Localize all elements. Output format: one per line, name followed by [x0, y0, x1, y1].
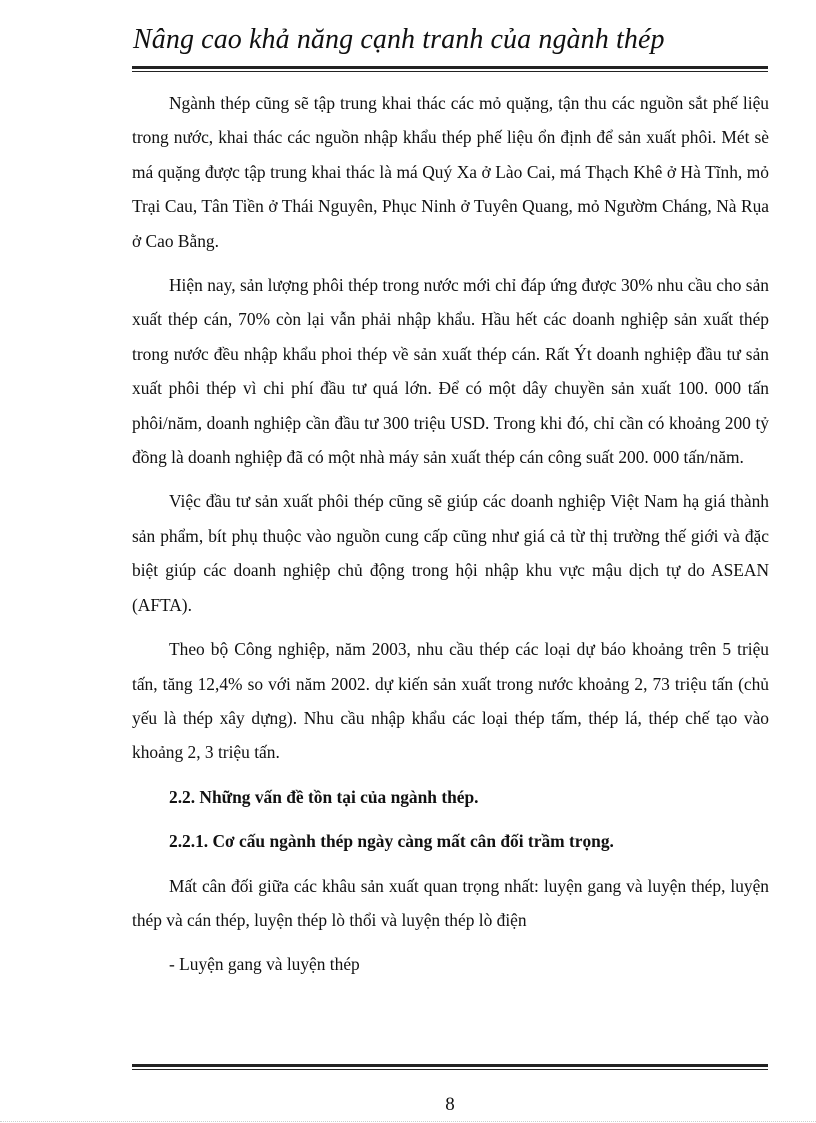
- section-heading: 2.2. Những vấn đề tồn tại của ngành thép.: [169, 786, 479, 807]
- footer-double-rule: [132, 1064, 768, 1070]
- subsection-heading: 2.2.1. Cơ cấu ngành thép ngày càng mất cân đối trầm trọng.: [169, 831, 614, 852]
- header-double-rule: [132, 66, 768, 72]
- paragraph-billet-production: Hiện nay, sản lượng phôi thép trong nước mới chỉ đáp ứng được 30% nhu cầu cho sản xuất thép cán, 70% còn lại vẫn phải nhập khẩu. Hầu hết các doanh nghiệp sản xuất thép trong nước đều nhập khẩu phoi thép về sản xuất thép cán. Rất Ýt doanh nghiệp đầu tư sản xuất phôi thép vì chi phí đầu tư quá lớn. Để có một dây chuyền sản xuất 100. 000 tấn phôi/năm, doanh nghiệp cần đầu tư 300 triệu USD. Trong khi đó, chỉ cần có khoảng 200 tỷ đồng là doanh nghiệp đã có một nhà máy sản xuất thép cán công suất 200. 000 tấn/năm.: [132, 275, 769, 468]
- running-header-title: Nâng cao khả năng cạnh tranh của ngành thép: [133, 24, 665, 55]
- paragraph-demand-forecast: Theo bộ Công nghiệp, năm 2003, nhu cầu thép các loại dự báo khoảng trên 5 triệu tấn, tăng 12,4% so với năm 2002. dự kiến sản xuất trong nước khoảng 2, 73 triệu tấn (chủ yếu là thép xây dựng). Nhu cầu nhập khẩu các loại thép tấm, thép lá, thép chế tạo vào khoảng 2, 3 triệu tấn.: [132, 639, 769, 763]
- page-number: 8: [445, 1094, 455, 1115]
- page-bottom-dotted-line: [0, 1121, 816, 1122]
- paragraph-ore-mining: Ngành thép cũng sẽ tập trung khai thác các mỏ quặng, tận thu các nguồn sắt phế liệu trong nước, khai thác các nguồn nhập khẩu thép phế liệu ổn định để sản xuất phôi. Mét sè má quặng được tập trung khai thác là má Quý Xa ở Lào Cai, má Thạch Khê ở Hà Tĩnh, mỏ Trại Cau, Tân Tiền ở Thái Nguyên, Phục Ninh ở Tuyên Quang, mỏ Ngườm Cháng, Nà Rụa ở Cao Bằng.: [132, 93, 769, 251]
- body-text: [132, 86, 769, 992]
- paragraph-imbalance: Mất cân đối giữa các khâu sản xuất quan trọng nhất: luyện gang và luyện thép, luyện thép và cán thép, luyện thép lò thổi và luyện thép lò điện: [132, 875, 769, 930]
- list-item: - Luyện gang và luyện thép: [169, 954, 360, 975]
- paragraph-investment-benefit: Việc đầu tư sản xuất phôi thép cũng sẽ giúp các doanh nghiệp Việt Nam hạ giá thành sản phẩm, bít phụ thuộc vào nguồn cung cấp cũng như giá cả từ thị trường thế giới và đặc biệt giúp các doanh nghiệp chủ động trong hội nhập khu vực mậu dịch tự do ASEAN (AFTA).: [132, 491, 769, 615]
